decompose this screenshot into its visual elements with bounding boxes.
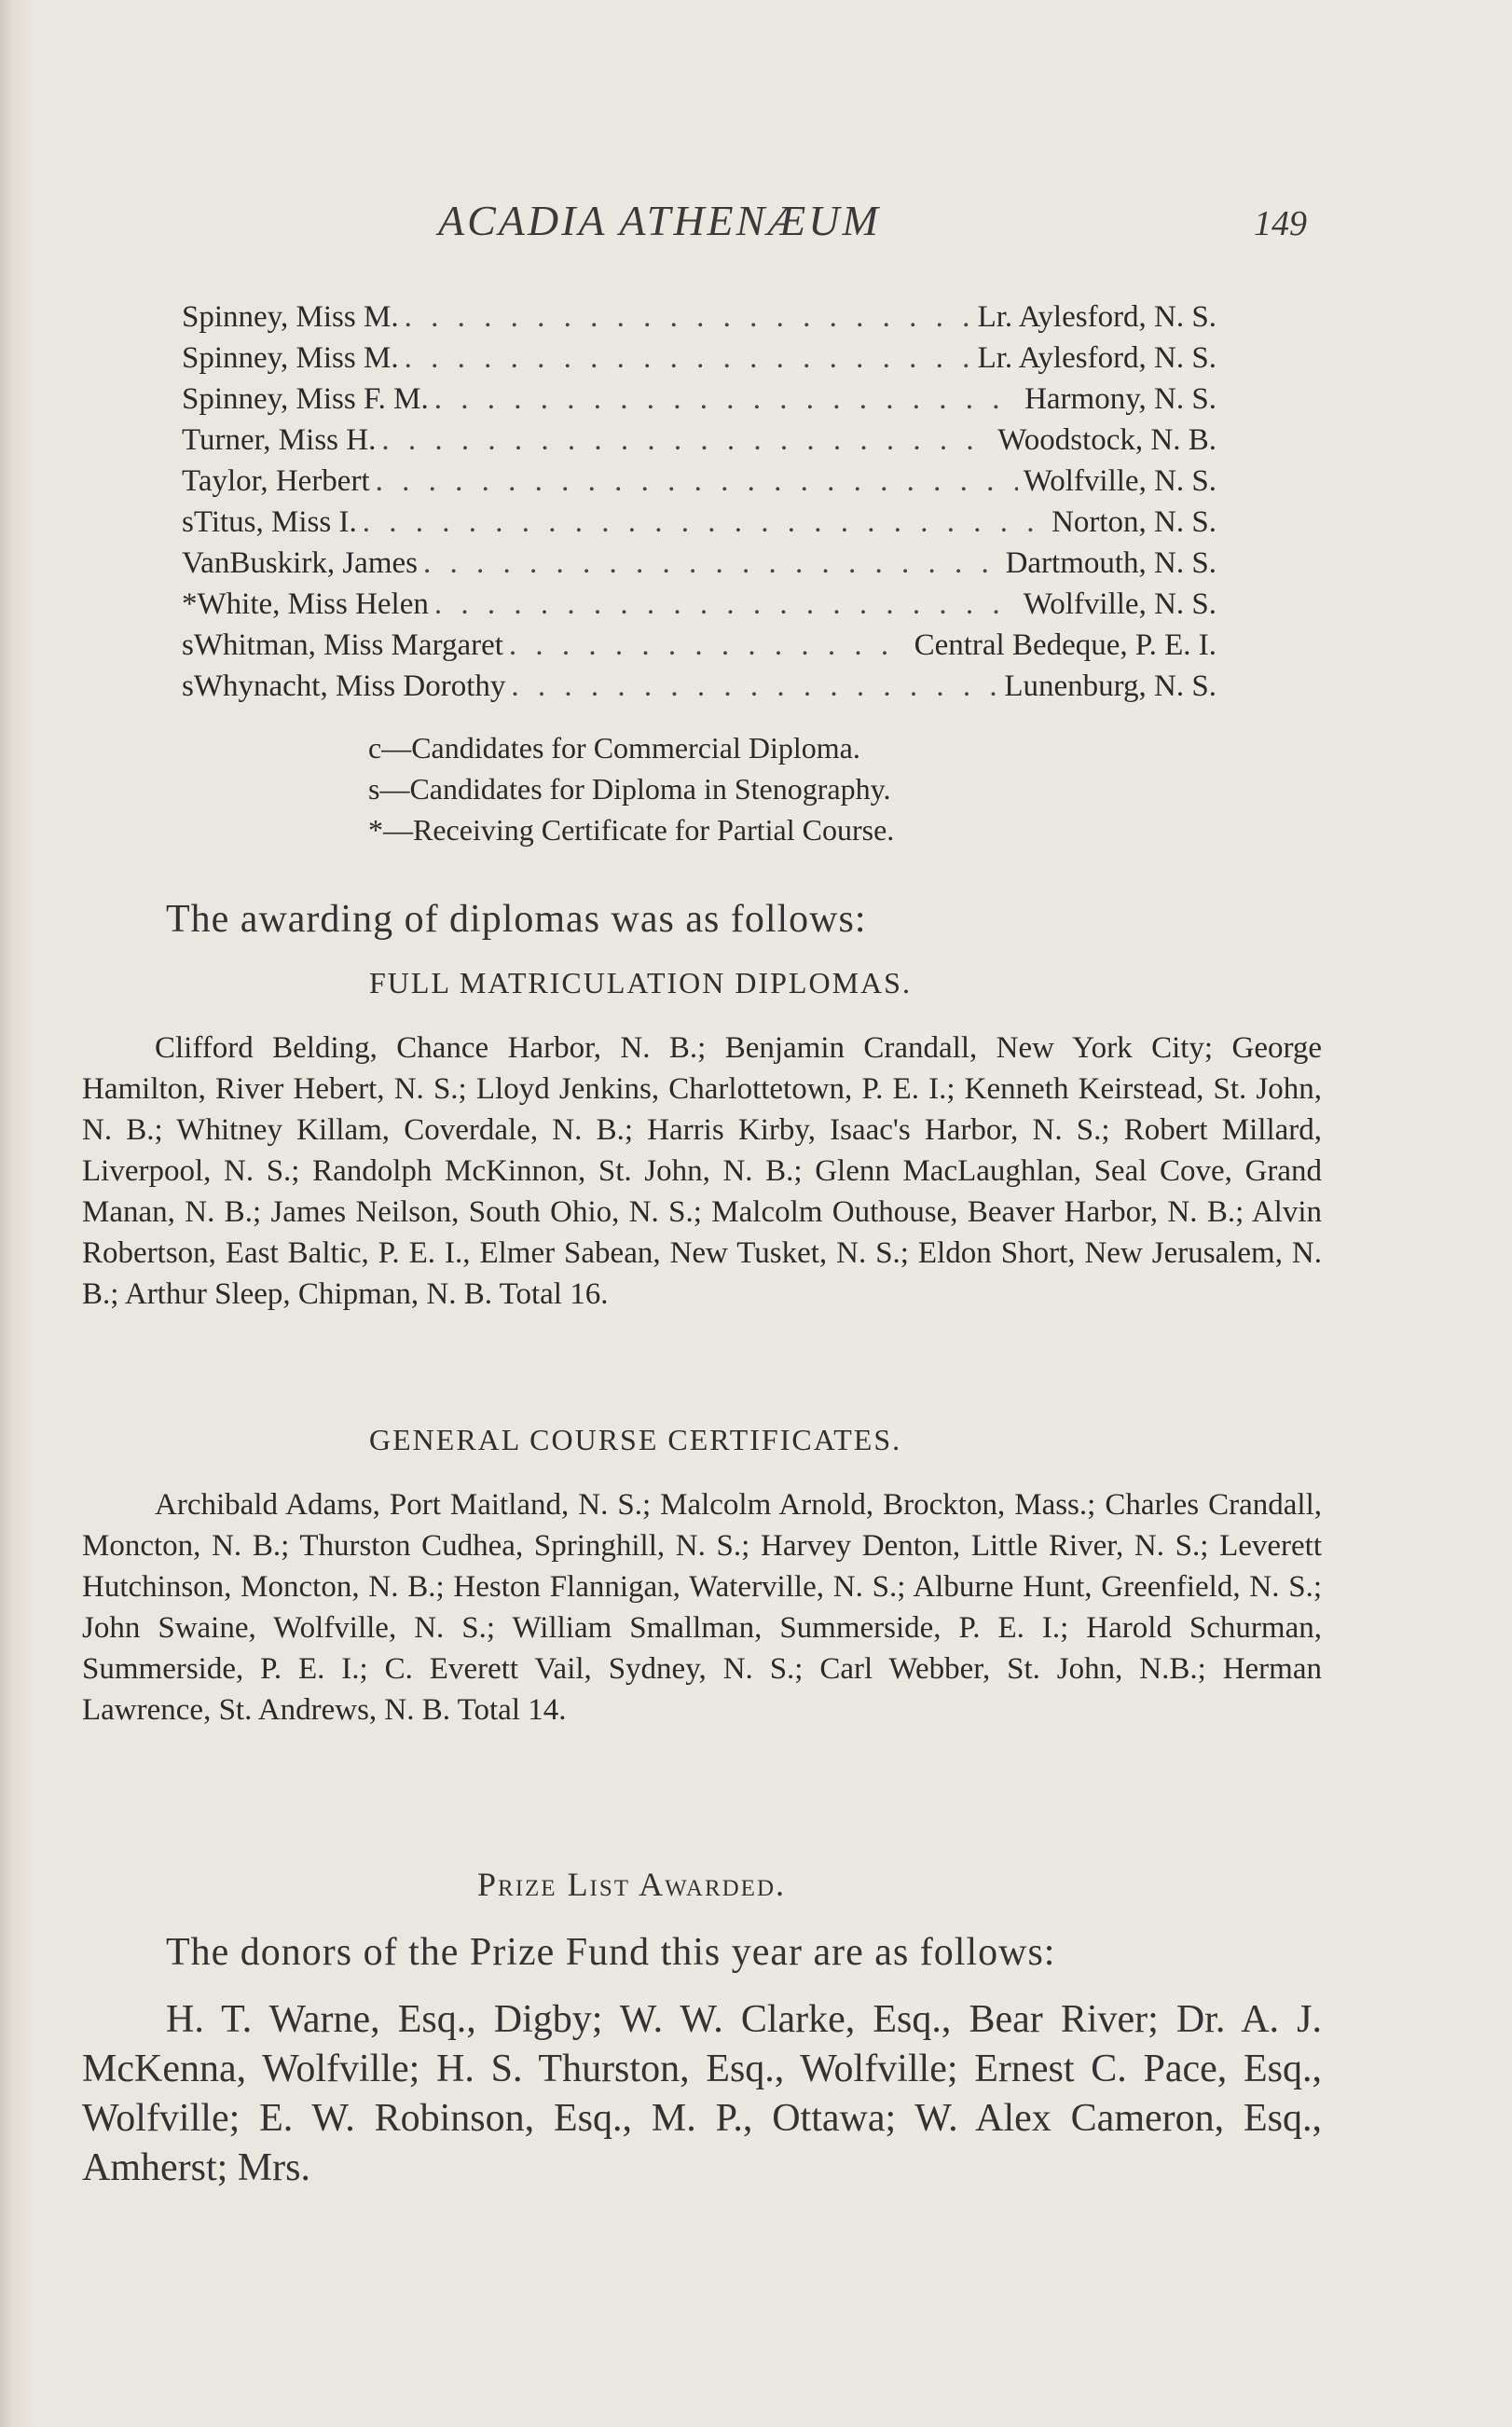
roster-row	[182, 461, 1216, 502]
roster-place: Harmony, N. S.	[1024, 382, 1216, 416]
roster-name: sWhynacht, Miss Dorothy	[182, 669, 506, 703]
running-title: ACADIA ATHENÆUM	[438, 197, 881, 244]
roster-name: sTitus, Miss I.	[182, 505, 357, 539]
roster-row	[182, 625, 1216, 666]
dot-leader	[509, 625, 909, 666]
legend-item: s—Candidates for Diploma in Stenography.	[368, 772, 891, 806]
roster-row	[182, 420, 1216, 461]
student-roster	[182, 296, 1216, 707]
dot-leader	[381, 420, 992, 461]
roster-place: Norton, N. S.	[1052, 505, 1216, 539]
roster-place: Lr. Aylesford, N. S.	[977, 300, 1216, 334]
roster-place: Dartmouth, N. S.	[1005, 546, 1216, 580]
roster-name: Spinney, Miss M.	[182, 341, 399, 375]
roster-row	[182, 502, 1216, 543]
roster-place: Central Bedeque, P. E. I.	[914, 628, 1216, 662]
dot-leader	[363, 502, 1046, 543]
section-title-general-course: GENERAL COURSE CERTIFICATES.	[369, 1423, 902, 1456]
awarding-heading: The awarding of diplomas was as follows:	[166, 898, 867, 941]
dot-leader	[434, 584, 1018, 625]
roster-place: Wolfville, N. S.	[1023, 587, 1216, 621]
page-header	[0, 196, 1512, 252]
roster-name: VanBuskirk, James	[182, 546, 418, 580]
roster-place: Lunenburg, N. S.	[1004, 669, 1216, 703]
roster-row	[182, 379, 1216, 420]
legend-item: *—Receiving Certificate for Partial Course.	[368, 813, 895, 847]
general-course-paragraph: Archibald Adams, Port Maitland, N. S.; Malcolm Arnold, Brockton, Mass.; Charles Crandall, Moncton, N. B.; Thurston Cudhea, Springhill, N. S.; Harvey Denton, Little River, N. S.; Leverett Hutchinson, Moncton, N. B.; Heston Flannigan, Waterville, N. S.; Alburne Hunt, Greenfield, N. S.; John Swaine, Wolfville, N. S.; William Smallman, Summerside, P. E. I.; Harold Schurman, Summerside, P. E. I.; C. Everett Vail, Sydney, N. S.; Carl Webber, St. John, N.B.; Herman Lawrence, St. Andrews, N. B. Total 14.	[82, 1488, 1322, 1727]
donors-paragraph: H. T. Warne, Esq., Digby; W. W. Clarke, Esq., Bear River; Dr. A. J. McKenna, Wolfville; H. S. Thurston, Esq., Wolfville; Ernest C. Pace, Esq., Wolfville; E. W. Robinson, Esq., M. P., Ottawa; W. Alex Cameron, Esq., Amherst; Mrs.	[82, 1998, 1322, 2189]
roster-legend	[368, 727, 1207, 850]
roster-name: Turner, Miss H.	[182, 423, 377, 457]
donors-heading: The donors of the Prize Fund this year are as follows:	[166, 1931, 1056, 1974]
roster-row	[182, 666, 1216, 707]
dot-leader	[376, 461, 1018, 502]
prize-list-title: Prize List Awarded.	[477, 1866, 786, 1903]
dot-leader	[405, 338, 972, 379]
matriculation-paragraph: Clifford Belding, Chance Harbor, N. B.; Benjamin Crandall, New York City; George Hamilton, River Hebert, N. S.; Lloyd Jenkins, Charlottetown, P. E. I.; Kenneth Keirstead, St. John, N. B.; Whitney Killam, Coverdale, N. B.; Harris Kirby, Isaac's Harbor, N. S.; Robert Millard, Liverpool, N. S.; Randolph McKinnon, St. John, N. B.; Glenn MacLaughlan, Seal Cove, Grand Manan, N. B.; James Neilson, South Ohio, N. S.; Malcolm Outhouse, Beaver Harbor, N. B.; Alvin Robertson, East Baltic, P. E. I., Elmer Sabean, New Tusket, N. S.; Eldon Short, New Jerusalem, N. B.; Arthur Sleep, Chipman, N. B. Total 16.	[82, 1031, 1322, 1311]
section-title-matriculation: FULL MATRICULATION DIPLOMAS.	[369, 966, 912, 1000]
roster-row	[182, 584, 1216, 625]
dot-leader	[511, 666, 998, 707]
dot-leader	[434, 379, 1019, 420]
roster-place: Woodstock, N. B.	[997, 423, 1216, 457]
roster-name: Spinney, Miss F. M.	[182, 382, 429, 416]
roster-place: Wolfville, N. S.	[1023, 464, 1216, 498]
legend-item: c—Candidates for Commercial Diploma.	[368, 731, 860, 765]
roster-name: Taylor, Herbert	[182, 464, 370, 498]
roster-name: *White, Miss Helen	[182, 587, 429, 621]
roster-row	[182, 338, 1216, 379]
dot-leader	[405, 296, 972, 338]
roster-name: Spinney, Miss M.	[182, 300, 399, 334]
page-number: 149	[1254, 204, 1307, 243]
roster-row	[182, 296, 1216, 338]
roster-name: sWhitman, Miss Margaret	[182, 628, 503, 662]
roster-row	[182, 543, 1216, 584]
roster-place: Lr. Aylesford, N. S.	[977, 341, 1216, 375]
dot-leader	[423, 543, 1000, 584]
